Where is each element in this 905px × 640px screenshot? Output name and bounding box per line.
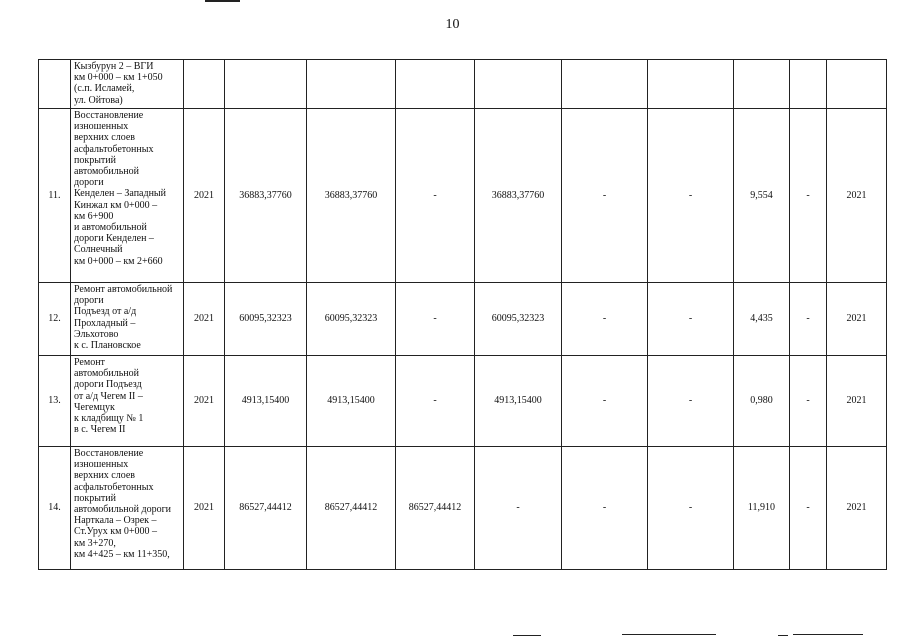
cell-object-name: Ремонт автомобильной дороги Подъезд от а/д Чегем II – Чегемцук к кладбищу № 1 в с. Чегем II [71,356,184,447]
cell-number: 14. [39,447,71,570]
cell-amount-5: - [562,447,648,570]
cell-amount-total: 86527,44412 [225,447,307,570]
scan-mark [793,634,863,635]
cell-amount-4: 60095,32323 [475,283,562,356]
cell-amount-5 [562,60,648,109]
cell-length: 0,980 [734,356,790,447]
cell-object-name: Восстановление изношенных верхних слоев асфальтобетонных покрытий автомобильной дороги Нарткала – Озрек – Ст.Урух км 0+000 – км 3+270, км 4+425 – км 11+350, [71,447,184,570]
page-number: 10 [445,17,460,32]
cell-number [39,60,71,109]
cell-amount-6: - [648,356,734,447]
table-row [39,109,887,283]
cell-amount-4: 4913,15400 [475,356,562,447]
cell-amount-3: - [396,109,475,283]
cell-year: 2021 [184,283,225,356]
cell-amount-total: 36883,37760 [225,109,307,283]
cell-amount-2: 4913,15400 [307,356,396,447]
cell-amount-total [225,60,307,109]
cell-amount-2 [307,60,396,109]
cell-amount-6: - [648,283,734,356]
cell-amount-2: 36883,37760 [307,109,396,283]
cell-amount-total: 60095,32323 [225,283,307,356]
cell-completion-year: 2021 [827,109,887,283]
cell-amount-3: - [396,356,475,447]
cell-amount-6: - [648,109,734,283]
cell-length: 9,554 [734,109,790,283]
cell-year: 2021 [184,109,225,283]
scan-mark [205,0,240,2]
cell-number: 11. [39,109,71,283]
cell-amount-6 [648,60,734,109]
cell-extra [790,60,827,109]
table-row [39,283,887,356]
cell-extra: - [790,109,827,283]
cell-amount-5: - [562,109,648,283]
cell-amount-6: - [648,447,734,570]
cell-object-name: Кызбурун 2 – ВГИ км 0+000 – км 1+050 (с.п. Исламей, ул. Ойтова) [71,60,184,109]
cell-amount-2: 60095,32323 [307,283,396,356]
cell-extra: - [790,447,827,570]
program-table [38,59,887,570]
cell-number: 13. [39,356,71,447]
cell-amount-5: - [562,283,648,356]
cell-extra: - [790,356,827,447]
table-row [39,356,887,447]
cell-amount-4: - [475,447,562,570]
cell-length: 4,435 [734,283,790,356]
cell-completion-year: 2021 [827,447,887,570]
cell-object-name: Восстановление изношенных верхних слоев асфальтобетонных покрытий автомобильной дороги Кенделен – Западный Кинжал км 0+000 – км 6+900 и автомобильной дороги Кенделен – Солнечный км 0+000 – км 2+660 [71,109,184,283]
cell-object-name: Ремонт автомобильной дороги Подъезд от а/д Прохладный – Эльхотово к с. Плановское [71,283,184,356]
scan-mark [513,635,541,636]
cell-extra: - [790,283,827,356]
cell-amount-3: 86527,44412 [396,447,475,570]
cell-amount-3 [396,60,475,109]
scan-mark [622,634,716,635]
table-row [39,447,887,570]
table-row [39,60,887,109]
cell-amount-4 [475,60,562,109]
cell-amount-total: 4913,15400 [225,356,307,447]
cell-year: 2021 [184,356,225,447]
cell-year [184,60,225,109]
cell-amount-5: - [562,356,648,447]
scan-mark [778,635,788,636]
cell-completion-year [827,60,887,109]
cell-length: 11,910 [734,447,790,570]
cell-amount-2: 86527,44412 [307,447,396,570]
cell-number: 12. [39,283,71,356]
cell-amount-3: - [396,283,475,356]
cell-amount-4: 36883,37760 [475,109,562,283]
cell-year: 2021 [184,447,225,570]
cell-length [734,60,790,109]
cell-completion-year: 2021 [827,283,887,356]
cell-completion-year: 2021 [827,356,887,447]
